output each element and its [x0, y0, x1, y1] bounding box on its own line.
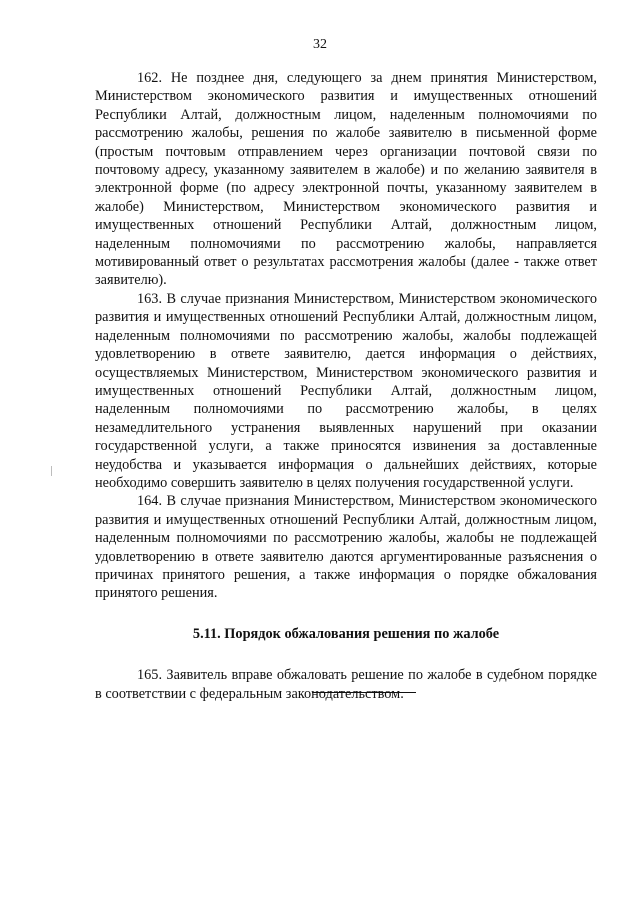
- page-number: 32: [313, 37, 327, 52]
- paragraph-165: 165. Заявитель вправе обжаловать решение по жалобе в судебном порядке в соответствии с федеральным законодательством.: [95, 667, 597, 702]
- section-heading: 5.11. Порядок обжалования решения по жалобе: [192, 625, 500, 642]
- margin-mark: [51, 466, 52, 476]
- document-body: [95, 69, 597, 703]
- paragraph-164: 164. В случае признания Министерством, Министерством экономического развития и имущественных отношений Республики Алтай, должностным лицом, наделенным полномочиями по рассмотрению жалобы, жалобы не подлежащей удовлетворению в ответе заявителю даются аргументированные разъяснения о причинах принятого решения, а также информация о порядке обжалования принятого решения.: [95, 493, 597, 602]
- end-divider-line: [312, 692, 416, 693]
- paragraph-162: 162. Не позднее дня, следующего за днем принятия Министерством, Министерством экономического развития и имущественных отношений Республики Алтай, должностным лицом, наделенным полномочиями по рассмотрению жалобы, решения по жалобе заявителю в письменной форме (простым почтовым отправлением через организации почтовой связи по почтовому адресу, указанному заявителем в жалобе) и по желанию заявителя в электронной форме (по адресу электронной почты, указанному заявителем в жалобе) Министерством, Министерством экономического развития и имущественных отношений Республики Алтай, должностным лицом, наделенным полномочиями по рассмотрению жалобы, направляется мотивированный ответ о результатах рассмотрения жалобы (далее - также ответ заявителю).: [95, 70, 597, 289]
- paragraph-163: 163. В случае признания Министерством, Министерством экономического развития и имущественных отношений Республики Алтай, должностным лицом, наделенным полномочиями по рассмотрению жалобы, жалобы подлежащей удовлетворению в ответе заявителю, дается информация о действиях, осуществляемых Министерством, Министерством экономического развития и имущественных отношений Республики Алтай, должностным лицом, наделенным полномочиями по рассмотрению жалобы, в целях незамедлительного устранения выявленных нарушений при оказании государственной услуги, а также приносятся извинения за доставленные неудобства и указывается информация о дальнейших действиях, которые необходимо совершить заявителю в целях получения государственной услуги.: [95, 290, 597, 491]
